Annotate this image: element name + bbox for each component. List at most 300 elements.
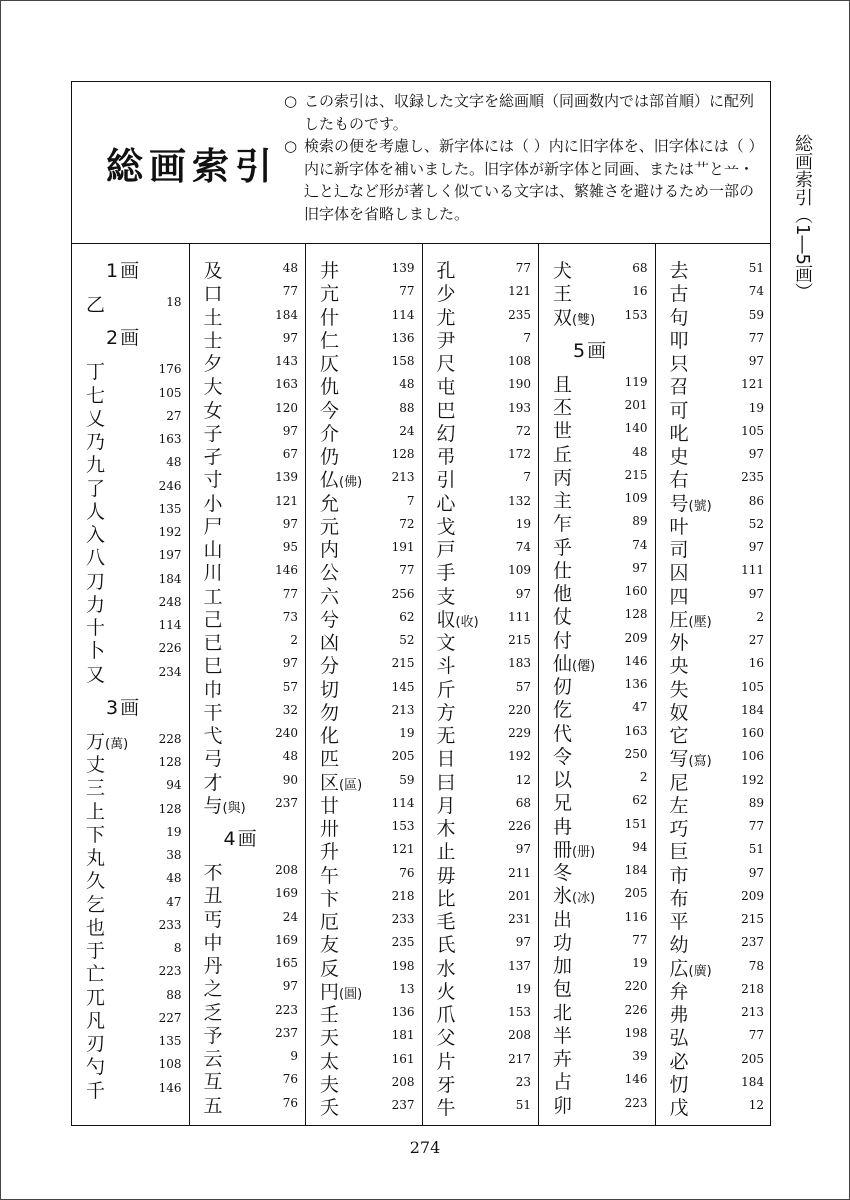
- character-text: 大: [203, 376, 223, 399]
- character-text: 午: [320, 864, 340, 887]
- entry-page-number: 205: [391, 749, 415, 764]
- character-text: 反: [320, 957, 340, 980]
- character-text: 区: [320, 771, 340, 794]
- entry-page-number: 176: [158, 362, 182, 377]
- character-text: 亡: [86, 963, 106, 986]
- index-entry: [656, 560, 772, 583]
- character-text: 仇: [320, 376, 340, 399]
- index-entry: [539, 697, 655, 720]
- entry-page-number: 105: [741, 423, 764, 438]
- entry-page-number: 77: [748, 1028, 764, 1043]
- entry-page-number: 163: [275, 377, 298, 392]
- character-text: 不: [203, 862, 223, 884]
- character-text: 失: [669, 678, 689, 701]
- index-entry: [539, 465, 655, 488]
- character-text: 句: [669, 306, 689, 329]
- character-text: 只: [669, 353, 689, 375]
- entry-page-number: 48: [282, 749, 298, 764]
- character-text: 弗: [669, 1004, 689, 1026]
- entry-page-number: 217: [508, 1051, 531, 1066]
- entry-page-number: 89: [632, 514, 648, 529]
- character-text: 今: [320, 399, 340, 422]
- index-entry: [306, 607, 422, 630]
- entry-page-number: 227: [158, 1010, 182, 1025]
- index-entry: [190, 746, 306, 769]
- index-entry: [539, 767, 655, 790]
- character-text: 央: [669, 655, 689, 678]
- index-entry: [190, 653, 306, 676]
- character-text: 尸: [203, 515, 223, 538]
- character-text: 丑: [203, 885, 223, 908]
- entry-page-number: 140: [624, 421, 648, 436]
- character-text: 十: [86, 617, 106, 639]
- entry-page-number: 246: [158, 478, 182, 493]
- character-text: 巳: [203, 655, 223, 678]
- index-entry: [72, 429, 189, 452]
- character-text: 三: [86, 777, 106, 800]
- entry-page-number: 233: [158, 917, 182, 932]
- character-text: 之: [203, 978, 223, 1001]
- index-entry: [72, 452, 189, 475]
- index-entry: [423, 351, 539, 374]
- entry-page-number: 201: [508, 888, 531, 903]
- entry-page-number: 77: [399, 563, 415, 578]
- note-bullet: ○: [284, 137, 298, 155]
- character-text: 卜: [86, 640, 106, 663]
- entry-page-number: 181: [391, 1028, 415, 1043]
- index-entry: [656, 770, 772, 793]
- character-text: 古: [669, 283, 689, 306]
- entry-page-number: 74: [632, 537, 648, 552]
- index-entry: [306, 816, 422, 839]
- character-text: 戸: [436, 539, 456, 561]
- character-text: 千: [86, 1079, 106, 1102]
- entry-page-number: 90: [282, 772, 298, 787]
- entry-page-number: 62: [632, 793, 648, 808]
- character-text: 乎: [553, 536, 573, 559]
- character-text: 也: [86, 916, 106, 939]
- entry-page-number: 12: [748, 1098, 764, 1112]
- entry-character: [86, 290, 105, 317]
- character-text: 厄: [320, 911, 340, 933]
- entry-page-number: 51: [748, 842, 764, 857]
- entry-page-number: 57: [282, 679, 298, 694]
- variant-form: (冰): [572, 891, 596, 907]
- index-entry: [306, 979, 422, 1002]
- character-text: 巾: [203, 678, 223, 701]
- entry-page-number: 211: [508, 865, 531, 880]
- entry-page-number: 184: [741, 702, 764, 717]
- entry-page-number: 192: [741, 772, 764, 787]
- variant-form: (壓): [688, 614, 712, 630]
- entry-page-number: 94: [166, 778, 182, 793]
- index-entry: [423, 746, 539, 769]
- index-entry: [190, 467, 306, 490]
- index-entry: [539, 511, 655, 534]
- index-entry: [72, 638, 189, 661]
- variant-form: (區): [339, 777, 363, 793]
- index-entry: [72, 359, 189, 382]
- entry-page-number: 109: [624, 491, 648, 505]
- character-text: 卯: [553, 1094, 573, 1117]
- entry-page-number: 120: [275, 400, 298, 415]
- entry-page-number: 77: [282, 284, 298, 299]
- character-text: 収: [436, 608, 456, 631]
- index-entry: [423, 932, 539, 955]
- index-entry: [423, 537, 539, 560]
- index-entry: [306, 863, 422, 886]
- character-text: 仏: [320, 469, 340, 492]
- index-entry: [423, 979, 539, 1002]
- entry-page-number: 135: [158, 1034, 182, 1048]
- index-entry: [306, 653, 422, 676]
- entry-page-number: 9: [290, 1049, 298, 1063]
- stroke-count-heading: 1画: [106, 260, 142, 282]
- entry-page-number: 18: [166, 295, 182, 309]
- character-text: 叱: [669, 422, 689, 445]
- entry-page-number: 47: [632, 700, 648, 715]
- entry-page-number: 76: [282, 1072, 298, 1087]
- stroke-count-heading: 3画: [106, 696, 142, 719]
- index-entry: [539, 744, 655, 767]
- character-text: 川: [203, 562, 223, 585]
- character-text: 孑: [203, 446, 223, 468]
- index-entry: [306, 793, 422, 816]
- character-text: 仙: [553, 652, 573, 675]
- index-entry: [423, 491, 539, 514]
- character-text: 囚: [669, 562, 689, 585]
- index-entry: [72, 383, 189, 406]
- index-entry: [539, 1023, 655, 1046]
- character-text: 廿: [320, 794, 340, 817]
- index-entry: [190, 1069, 306, 1092]
- character-text: 左: [669, 794, 689, 817]
- index-entry: [190, 930, 306, 953]
- character-text: 牙: [436, 1073, 456, 1096]
- entry-page-number: 19: [515, 981, 531, 996]
- entry-page-number: 86: [748, 493, 764, 508]
- index-entry: [656, 444, 772, 467]
- character-text: 戊: [669, 1097, 689, 1119]
- index-entry: [656, 886, 772, 909]
- character-text: 包: [553, 978, 573, 1001]
- index-entry: [539, 883, 655, 906]
- entry-page-number: 7: [523, 470, 531, 485]
- index-entry: [190, 514, 306, 537]
- entry-page-number: 108: [508, 354, 531, 368]
- entry-page-number: 76: [282, 1095, 298, 1110]
- index-entry: [306, 1095, 422, 1118]
- character-text: 于: [86, 940, 106, 962]
- character-text: 写: [669, 748, 689, 771]
- entry-character: [320, 1093, 339, 1120]
- character-text: 司: [669, 539, 689, 561]
- character-text: 火: [436, 980, 456, 1003]
- character-text: 他: [553, 583, 573, 605]
- note-1: [284, 90, 764, 135]
- character-text: 仡: [553, 699, 573, 722]
- character-text: 斗: [436, 655, 456, 678]
- entry-character: [204, 1091, 223, 1118]
- entry-page-number: 169: [275, 932, 298, 947]
- entry-page-number: 128: [624, 607, 648, 622]
- character-text: 王: [553, 283, 573, 306]
- index-entry: [423, 514, 539, 537]
- index-entry: [656, 1072, 772, 1095]
- index-entry: [656, 979, 772, 1002]
- entry-page-number: 208: [391, 1074, 415, 1089]
- entry-page-number: 139: [275, 470, 298, 485]
- character-text: 丁: [86, 361, 106, 384]
- index-entry: [306, 514, 422, 537]
- character-text: 月: [436, 794, 456, 817]
- character-text: 代: [553, 722, 573, 745]
- index-entry: [190, 1000, 306, 1023]
- index-entry: [306, 1049, 422, 1072]
- character-text: 文: [436, 632, 456, 654]
- entry-page-number: 72: [515, 423, 531, 438]
- character-text: 丹: [203, 955, 223, 977]
- character-text: 孔: [436, 260, 456, 282]
- index-entry: [306, 328, 422, 351]
- character-text: 已: [203, 632, 223, 654]
- index-entry: [72, 1078, 189, 1101]
- entry-page-number: 67: [282, 447, 298, 461]
- entry-page-number: 27: [166, 408, 182, 423]
- character-text: 支: [436, 585, 456, 608]
- entry-page-number: 59: [399, 772, 415, 787]
- index-entry: [306, 281, 422, 304]
- variant-form: (佛): [339, 475, 363, 491]
- character-text: 日: [436, 748, 456, 771]
- index-entry: [190, 793, 306, 816]
- entry-page-number: 88: [166, 987, 182, 1002]
- entry-page-number: 111: [741, 563, 764, 578]
- character-text: 乙: [86, 294, 106, 316]
- character-text: 凶: [320, 632, 340, 654]
- entry-page-number: 223: [624, 1095, 648, 1110]
- entry-page-number: 97: [748, 540, 764, 554]
- entry-page-number: 97: [748, 586, 764, 601]
- character-text: 召: [669, 376, 689, 399]
- stroke-count-heading: 4画: [223, 828, 259, 850]
- entry-page-number: 52: [748, 516, 764, 531]
- entry-page-number: 97: [282, 423, 298, 438]
- index-entry: [539, 488, 655, 511]
- entry-page-number: 136: [624, 677, 648, 691]
- index-header: [72, 82, 770, 244]
- note-bullet: ○: [284, 92, 298, 110]
- index-entry: [423, 723, 539, 746]
- character-text: 心: [436, 492, 456, 515]
- index-entry: [656, 351, 772, 374]
- entry-page-number: 184: [158, 571, 182, 586]
- character-text: 工: [203, 585, 223, 608]
- index-entry: [656, 630, 772, 653]
- character-text: 九: [86, 454, 106, 477]
- index-entry: [423, 560, 539, 583]
- index-entry: [423, 1049, 539, 1072]
- entry-page-number: 24: [399, 423, 415, 438]
- index-entry: [72, 845, 189, 868]
- index-entry: [656, 1049, 772, 1072]
- character-text: 乍: [553, 513, 573, 536]
- entry-page-number: 105: [741, 679, 764, 694]
- index-entry: [656, 700, 772, 723]
- character-text: 勺: [86, 1056, 106, 1079]
- character-text: 又: [86, 663, 106, 686]
- index-entry: [190, 351, 306, 374]
- entry-page-number: 128: [158, 801, 182, 816]
- index-entry: [423, 863, 539, 886]
- index-entry: [190, 398, 306, 421]
- entry-page-number: 73: [282, 609, 298, 624]
- index-entry: [423, 398, 539, 421]
- entry-page-number: 7: [406, 493, 415, 508]
- index-entry: [423, 1025, 539, 1048]
- index-entry: [72, 499, 189, 522]
- entry-page-number: 16: [632, 284, 648, 299]
- index-entry: [656, 909, 772, 932]
- entry-page-number: 95: [282, 540, 298, 554]
- entry-page-number: 128: [391, 447, 415, 461]
- entry-page-number: 97: [515, 842, 531, 857]
- character-text: 己: [203, 608, 223, 631]
- character-text: 弘: [669, 1027, 689, 1050]
- character-text: 元: [320, 515, 340, 538]
- character-text: 兄: [553, 792, 573, 815]
- index-entry: [306, 351, 422, 374]
- index-entry: [306, 305, 422, 328]
- character-text: 乃: [86, 431, 106, 453]
- index-entry: [306, 770, 422, 793]
- index-entry: [539, 558, 655, 581]
- index-entry: [306, 421, 422, 444]
- entry-page-number: 192: [508, 749, 531, 764]
- entry-page-number: 16: [748, 656, 764, 671]
- entry-page-number: 48: [282, 261, 298, 275]
- character-text: 犬: [553, 260, 573, 282]
- entry-page-number: 59: [748, 307, 764, 322]
- character-text: 四: [669, 585, 689, 608]
- index-entry: [306, 700, 422, 723]
- index-entry: [539, 1093, 655, 1116]
- character-text: 及: [203, 260, 223, 282]
- index-entry: [656, 607, 772, 630]
- entry-page-number: 51: [515, 1098, 531, 1112]
- index-entry: [72, 822, 189, 845]
- entry-page-number: 231: [508, 912, 531, 926]
- entry-page-number: 223: [275, 1002, 298, 1017]
- entry-page-number: 48: [399, 377, 415, 392]
- index-entry: [656, 374, 772, 397]
- index-entry: [423, 467, 539, 490]
- entry-character: [86, 1076, 105, 1103]
- entry-page-number: 220: [624, 979, 648, 994]
- index-entry: [72, 775, 189, 798]
- character-text: 冊: [553, 838, 573, 861]
- index-entry: [190, 677, 306, 700]
- index-entry: [539, 305, 655, 328]
- index-entry: [656, 398, 772, 421]
- index-entry: [423, 1002, 539, 1025]
- character-text: 公: [320, 562, 340, 585]
- index-entry: [539, 860, 655, 883]
- entry-character: [553, 303, 595, 330]
- character-text: 平: [669, 911, 689, 933]
- index-entry: [656, 305, 772, 328]
- character-text: 丐: [203, 908, 223, 931]
- character-text: 分: [320, 655, 340, 678]
- index-entry: [306, 1072, 422, 1095]
- character-text: 屯: [436, 376, 456, 399]
- character-text: 半: [553, 1024, 573, 1047]
- character-text: 它: [669, 725, 689, 747]
- index-entry: [72, 569, 189, 592]
- character-text: 友: [320, 934, 340, 957]
- character-text: 斤: [436, 678, 456, 701]
- variant-form: (與): [222, 800, 246, 816]
- character-text: 仍: [320, 446, 340, 468]
- index-entry: [656, 514, 772, 537]
- note-2: [284, 135, 764, 225]
- index-entry: [539, 628, 655, 651]
- index-entry: [656, 956, 772, 979]
- index-entry: [72, 292, 189, 315]
- entry-page-number: 97: [282, 516, 298, 531]
- entry-page-number: 228: [158, 731, 182, 746]
- character-text: 加: [553, 955, 573, 977]
- character-text: 天: [320, 1027, 340, 1050]
- entry-page-number: 160: [624, 584, 648, 598]
- entry-page-number: 97: [748, 865, 764, 880]
- character-text: 史: [669, 446, 689, 468]
- character-text: 止: [436, 841, 456, 864]
- entry-page-number: 106: [741, 749, 764, 764]
- entry-page-number: 237: [275, 795, 298, 810]
- entry-page-number: 97: [515, 935, 531, 950]
- index-entry: [190, 328, 306, 351]
- index-entry: [72, 752, 189, 775]
- character-text: 丙: [553, 466, 573, 489]
- entry-character: [670, 1093, 689, 1120]
- character-text: 女: [203, 399, 223, 422]
- index-entry: [306, 467, 422, 490]
- character-text: 爪: [436, 1004, 456, 1026]
- index-entry: [190, 491, 306, 514]
- character-text: 令: [553, 745, 573, 768]
- entry-page-number: 184: [275, 307, 298, 322]
- index-entry: [539, 258, 655, 281]
- entry-page-number: 184: [741, 1074, 764, 1089]
- character-text: 仞: [553, 676, 573, 698]
- character-text: 内: [320, 539, 340, 561]
- entry-page-number: 215: [741, 912, 764, 926]
- entry-page-number: 208: [275, 863, 298, 877]
- entry-page-number: 52: [399, 633, 415, 647]
- index-entry: [656, 863, 772, 886]
- entry-page-number: 256: [391, 586, 415, 601]
- index-entry: [72, 799, 189, 822]
- index-entry: [423, 1095, 539, 1118]
- character-text: 才: [203, 771, 223, 794]
- entry-page-number: 8: [173, 941, 182, 955]
- index-entry: [190, 1046, 306, 1069]
- entry-page-number: 137: [508, 958, 531, 973]
- entry-page-number: 146: [624, 653, 648, 668]
- notes: [284, 90, 764, 225]
- character-text: 弁: [669, 980, 689, 1003]
